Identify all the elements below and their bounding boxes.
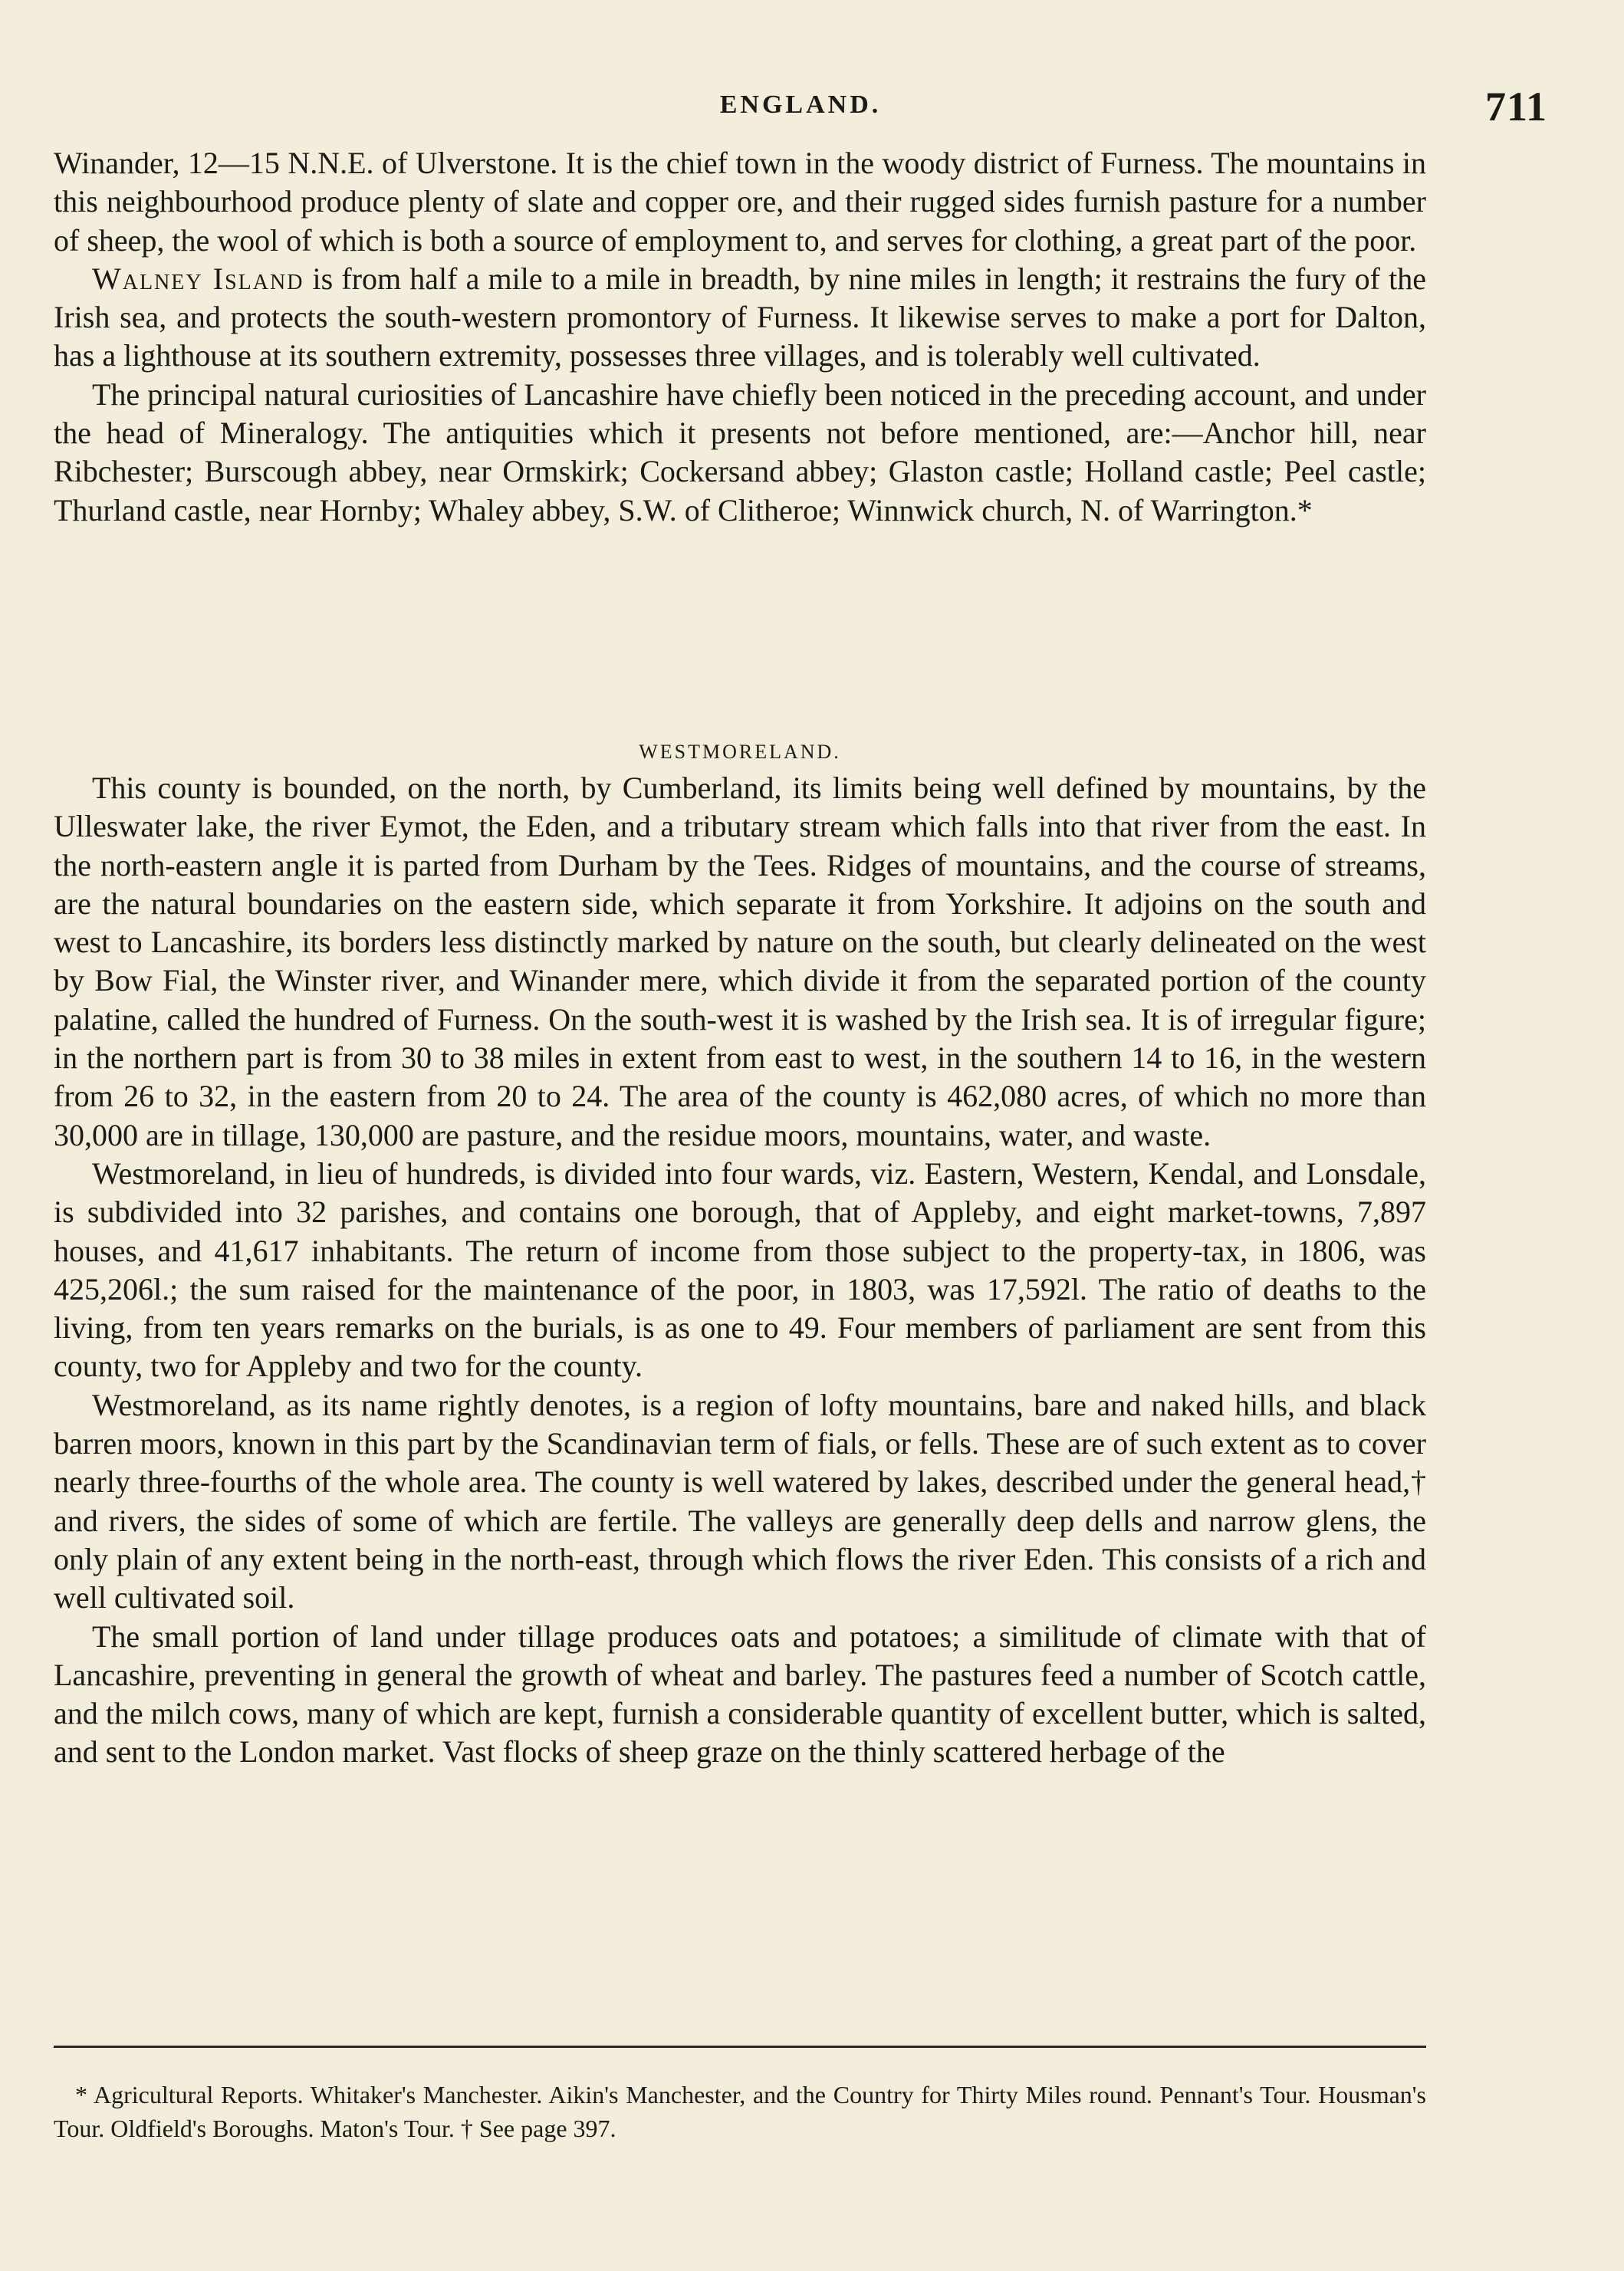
footnote-divider — [54, 2046, 1426, 2048]
paragraph-boundaries: This county is bounded, on the north, by Cumberland, its limits being well defined by mountains, by the Ulleswater lake, the river Eymot, the Eden, and a tributary stream which falls into that river from the east. In the north-eastern angle it is parted from Durham by the Tees. Ridges of mountains, and the course of streams, are the natural boundaries on the eastern side, which separate it from Yorkshire. It adjoins on the south and west to Lancashire, its borders less distinctly marked by nature on the south, but clearly delineated on the west by Bow Fial, the Winster river, and Winander mere, which divide it from the separated portion of the county palatine, called the hundred of Furness. On the south-west it is washed by the Irish sea. It is of irregular figure; in the northern part is from 30 to 38 miles in extent from east to west, in the southern 14 to 16, in the western from 26 to 32, in the eastern from 20 to 24. The area of the county is 462,080 acres, of which no more than 30,000 are in tillage, 130,000 are pasture, and the residue moors, mountains, water, and waste. — [54, 771, 1426, 1152]
paragraph-wards: Westmoreland, in lieu of hundreds, is divided into four wards, viz. Eastern, Western, Kendal, and Lonsdale, is subdivided into 32 parishes, and contains one borough, that of Appleby, and eight market-towns, 7,897 houses, and 41,617 inhabitants. The return of income from those subject to the property-tax, in 1806, was 425,206l.; the sum raised for the maintenance of the poor, in 1803, was 17,592l. The ratio of deaths to the living, from ten years remarks on the burials, is as one to 49. Four members of parliament are sent from this county, two for Appleby and two for the county. — [54, 1155, 1426, 1384]
paragraph-curiosities: The principal natural curiosities of Lancashire have chiefly been noticed in the preceding account, and under the head of Mineralogy. The antiquities which it presents not before mentioned, are:—Anchor hill, near Ribchester; Burscough abbey, near Ormskirk; Cockersand abbey; Glaston castle; Holland castle; Peel castle; Thurland castle, near Hornby; Whaley abbey, S.W. of Clitheroe; Winnwick church, N. of Warrington.* — [54, 376, 1426, 527]
running-head-title: ENGLAND. — [719, 90, 882, 119]
running-head — [54, 83, 1547, 136]
paragraph-tillage: The small portion of land under tillage produces oats and potatoes; a similitude of climate with that of Lancashire, preventing in general the growth of wheat and barley. The pastures feed a number of Scotch cattle, and the milch cows, many of which are kept, furnish a considerable quantity of excellent butter, which is salted, and sent to the London market. Vast flocks of sheep graze on the thinly scattered herbage of the — [54, 1619, 1426, 1770]
footnotes — [54, 2078, 1426, 2145]
paragraph-mountains: Westmoreland, as its name rightly denotes, is a region of lofty mountains, bare and naked hills, and black barren moors, known in this part by the Scandinavian term of fials, or fells. These are of such extent as to cover nearly three-fourths of the whole area. The county is well watered by lakes, described under the general head,† and rivers, the sides of some of which are fertile. The valleys are generally deep dells and narrow glens, the only plain of any extent being in the north-east, through which flows the river Eden. This consists of a rich and well cultivated soil. — [54, 1387, 1426, 1615]
section-title: WESTMORELAND. — [639, 741, 841, 763]
page-number: 711 — [1484, 84, 1547, 130]
westmoreland-text — [54, 769, 1426, 1772]
walney-island-heading: Walney Island — [92, 261, 304, 296]
paragraph-ulverstone: Winander, 12—15 N.N.E. of Ulverstone. It is the chief town in the woody district of Furness. The mountains in this neighbourhood produce plenty of slate and copper ore, and their rugged sides furnish pasture for a number of sheep, the wool of which is both a source of employment to, and serves for clothing, a great part of the poor. — [54, 146, 1426, 258]
lancashire-text — [54, 144, 1426, 530]
footnote-references: * Agricultural Reports. Whitaker's Manchester. Aikin's Manchester, and the Country for Thirty Miles round. Pennant's Tour. Housman's Tour. Oldfield's Boroughs. Maton's Tour. † See page 397. — [54, 2081, 1426, 2142]
paragraph-walney-island — [54, 260, 1426, 376]
walney-island-text: is from half a mile to a mile in breadth, by nine miles in length; it restrains the fury of the Irish sea, and protects the south-western promontory of Furness. It likewise serves to make a port for Dalton, has a lighthouse at its southern extremity, possesses three villages, and is tolerably well cultivated. — [54, 261, 1426, 373]
